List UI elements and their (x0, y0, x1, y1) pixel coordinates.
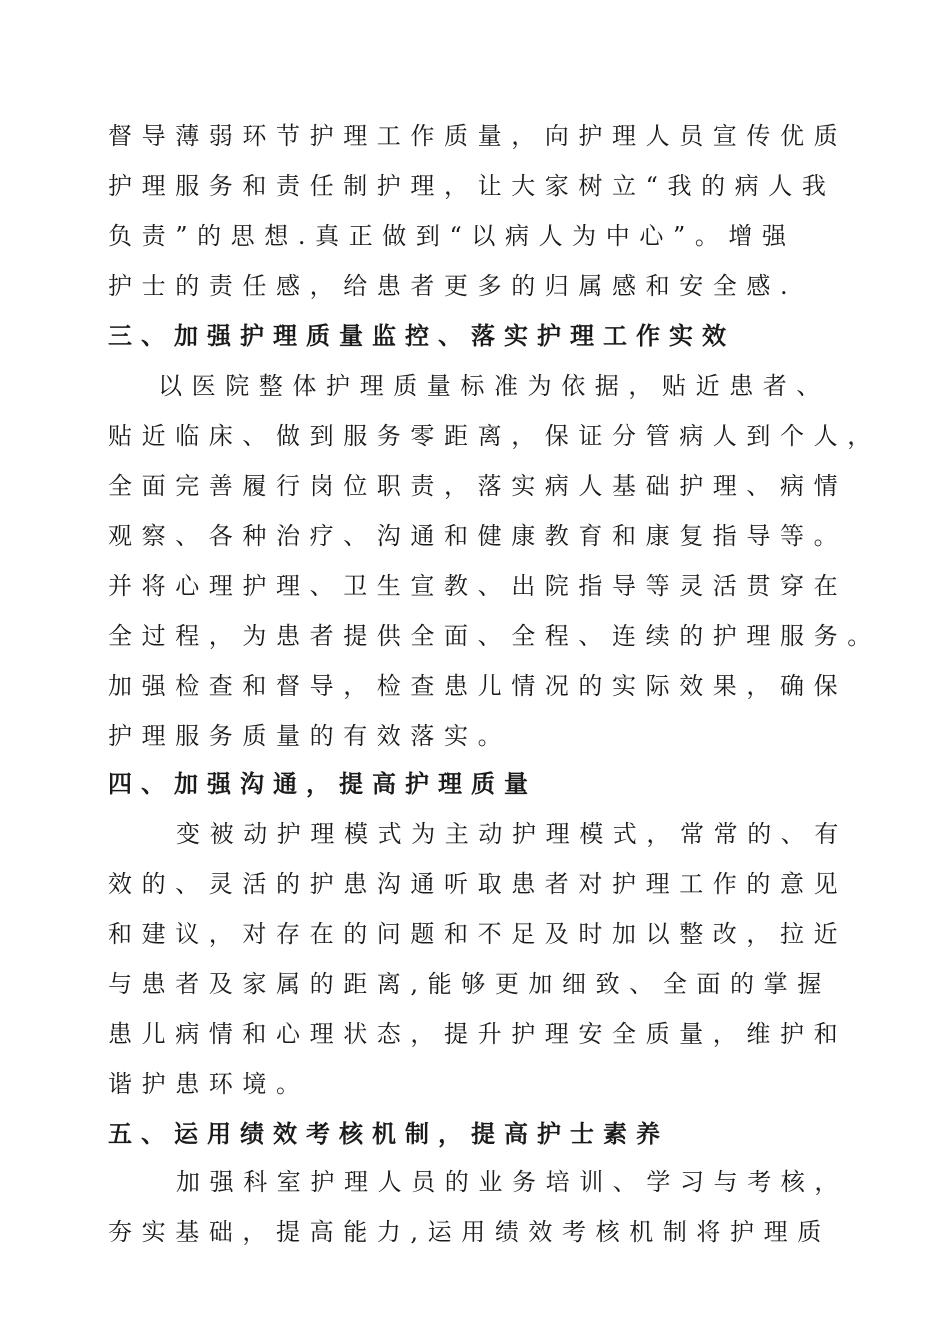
paragraph-line: 全过程，为患者提供全面、全程、连续的护理服务。 (108, 622, 881, 650)
section-heading-3: 三、加强护理质量监控、落实护理工作实效 (108, 322, 735, 350)
paragraph-line: 患儿病情和心理状态，提升护理安全质量，维护和 (108, 1020, 848, 1048)
paragraph-line: 观察、各种治疗、沟通和健康教育和康复指导等。 (108, 522, 848, 550)
paragraph-line: 督导薄弱环节护理工作质量，向护理人员宣传优质 (108, 122, 848, 150)
paragraph-line: 夯实基础，提高能力,运用绩效考核机制将护理质 (108, 1218, 831, 1246)
paragraph-line: 全面完善履行岗位职责，落实病人基础护理、病情 (108, 472, 848, 500)
paragraph-line: 贴近临床、做到服务零距离，保证分管病人到个人， (108, 422, 881, 450)
paragraph-line: 并将心理护理、卫生宣教、出院指导等灵活贯穿在 (108, 572, 848, 600)
paragraph-line: 护理服务质量的有效落实。 (108, 722, 512, 750)
paragraph-line: 护理服务和责任制护理，让大家树立“我的病人我 (108, 172, 836, 200)
paragraph-line: 加强检查和督导，检查患儿情况的实际效果，确保 (108, 672, 848, 700)
paragraph-line: 和建议，对存在的问题和不足及时加以整改，拉近 (108, 920, 848, 948)
paragraph-line: 负责”的思想.真正做到“以病人为中心”。增强 (108, 222, 796, 250)
section-heading-5: 五、运用绩效考核机制，提高护士素养 (108, 1120, 669, 1148)
paragraph-line: 加强科室护理人员的业务培训、学习与考核， (176, 1168, 848, 1196)
section-heading-4: 四、加强沟通，提高护理质量 (108, 770, 537, 798)
paragraph-line: 以医院整体护理质量标准为依据，贴近患者、 (158, 372, 830, 400)
paragraph-line: 变被动护理模式为主动护理模式，常常的、有 (176, 820, 848, 848)
paragraph-line: 效的、灵活的护患沟通听取患者对护理工作的意见 (108, 870, 848, 898)
paragraph-line: 护士的责任感，给患者更多的归属感和安全感. (108, 272, 798, 300)
paragraph-line: 谐护患环境。 (108, 1070, 310, 1098)
paragraph-line: 与患者及家属的距离,能够更加细致、全面的掌握 (108, 970, 831, 998)
